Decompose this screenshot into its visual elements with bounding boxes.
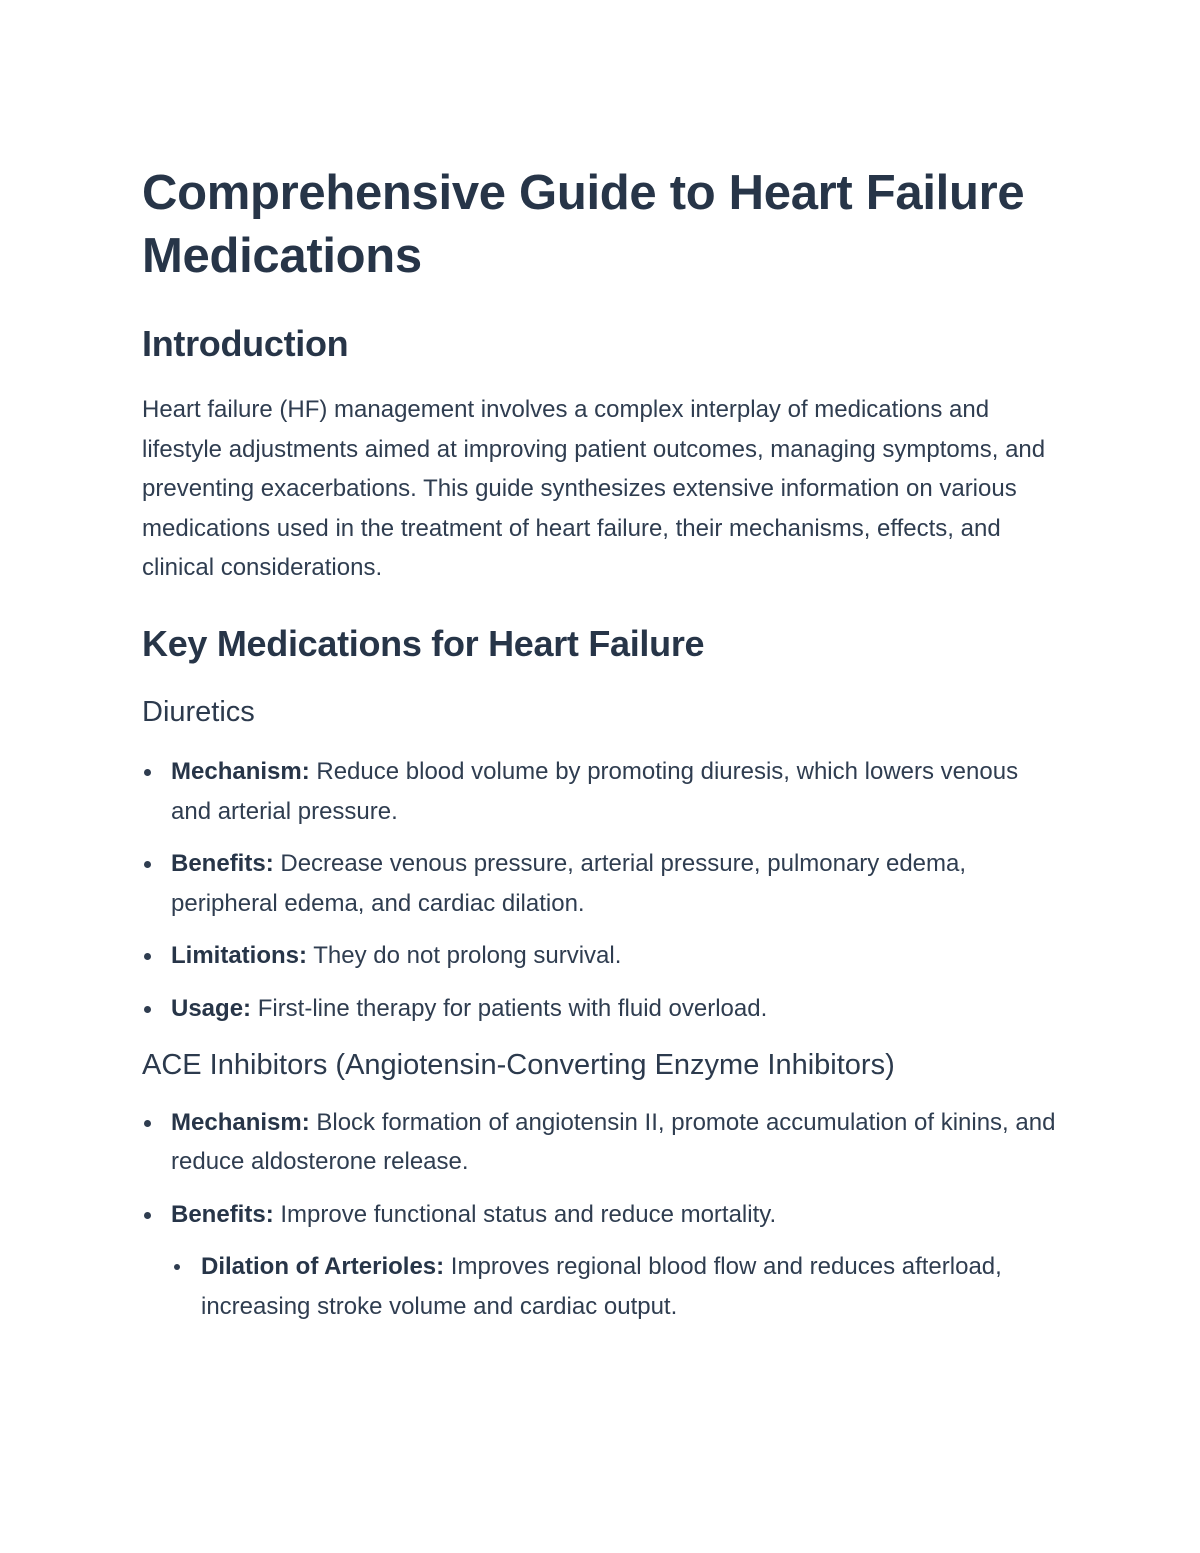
introduction-paragraph: Heart failure (HF) management involves a complex interplay of medications and lifestyle adjustments aimed at improving patient outcomes, managing symptoms, and preventing exacerbations. This guide synthesizes extensive information on various medications used in the treatment of heart failure, their mechanisms, effects, and clinical considerations. bbox=[142, 396, 1046, 582]
key-medications-heading: Key Medications for Heart Failure bbox=[142, 622, 705, 664]
item-label: Benefits: bbox=[171, 850, 274, 878]
item-text: Block formation of angiotensin II, promote accumulation of kinins, and reduce aldosterone release. bbox=[171, 1108, 1056, 1176]
item-text: Improve functional status and reduce mortality. bbox=[273, 1200, 777, 1228]
list-item-benefits bbox=[142, 844, 1062, 923]
page-title: Comprehensive Guide to Heart Failure Medications bbox=[142, 166, 1025, 283]
item-label: Usage: bbox=[171, 994, 252, 1022]
bullet-icon bbox=[144, 1212, 151, 1219]
ace-inhibitors-list bbox=[142, 1103, 1062, 1327]
item-text: Improves regional blood flow and reduces afterload, increasing stroke volume and cardiac output. bbox=[201, 1253, 1002, 1320]
list-item-mechanism bbox=[142, 1103, 1062, 1182]
item-text: First-line therapy for patients with fluid overload. bbox=[251, 994, 768, 1022]
item-text: They do not prolong survival. bbox=[307, 942, 622, 970]
item-label: Limitations: bbox=[171, 942, 307, 970]
diuretics-heading: Diuretics bbox=[142, 695, 255, 728]
item-label: Dilation of Arterioles: bbox=[201, 1253, 445, 1281]
item-text: Reduce blood volume by promoting diuresis, which lowers venous and arterial pressure. bbox=[171, 757, 1019, 825]
item-label: Mechanism: bbox=[171, 1108, 310, 1136]
item-label: Mechanism: bbox=[171, 757, 310, 785]
bullet-icon bbox=[144, 953, 151, 960]
bullet-icon bbox=[144, 769, 151, 776]
ace-inhibitors-heading: ACE Inhibitors (Angiotensin-Converting Enzyme Inhibitors) bbox=[142, 1048, 895, 1081]
bullet-icon bbox=[144, 861, 151, 868]
list-item-mechanism bbox=[142, 752, 1062, 831]
item-text: Decrease venous pressure, arterial pressure, pulmonary edema, peripheral edema, and cardiac dilation. bbox=[171, 850, 967, 917]
diuretics-list bbox=[142, 752, 1062, 1029]
item-label: Benefits: bbox=[171, 1200, 274, 1228]
introduction-heading: Introduction bbox=[142, 323, 349, 364]
list-item-limitations bbox=[142, 936, 1062, 976]
bullet-icon bbox=[174, 1264, 180, 1270]
sub-list-item-dilation bbox=[142, 1247, 1062, 1326]
bullet-icon bbox=[144, 1120, 151, 1127]
list-item-benefits bbox=[142, 1195, 1062, 1235]
document-page bbox=[142, 162, 1062, 1327]
list-item-usage bbox=[142, 989, 1062, 1029]
bullet-icon bbox=[144, 1006, 151, 1013]
